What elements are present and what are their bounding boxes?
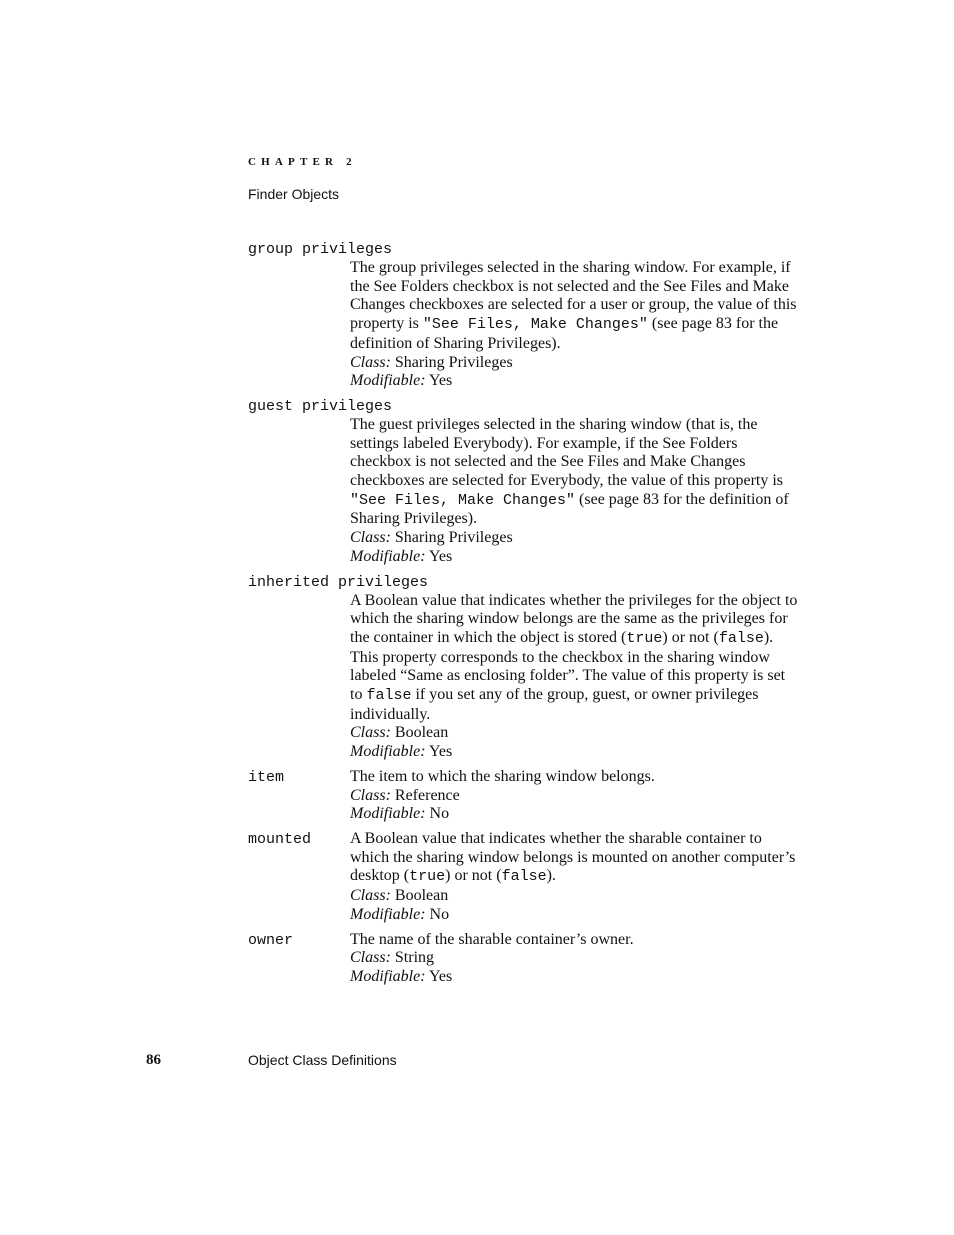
property-entry-group-privileges: [248, 240, 808, 391]
property-term: owner: [248, 931, 294, 949]
desc-text: ) or not (: [445, 867, 502, 885]
modifiable-label: Modifiable:: [350, 743, 426, 761]
property-term: inherited privileges: [248, 573, 429, 591]
property-term: guest privileges: [248, 397, 393, 415]
modifiable-value: No: [429, 905, 450, 923]
class-value: Sharing Privileges: [394, 529, 513, 547]
desc-code: false: [501, 868, 547, 886]
class-value: Sharing Privileges: [394, 353, 513, 371]
desc-text: ).: [546, 867, 556, 885]
class-label: Class:: [350, 353, 391, 371]
desc-text: The group privileges selected in the sharing window. For example, if the See Folders checkbox is not selected and the See Files and Make Changes checkboxes are selected for a user or group, the value of this property is: [350, 259, 797, 333]
class-value: String: [394, 949, 435, 967]
property-term: item: [248, 768, 285, 786]
class-value: Boolean: [394, 724, 449, 742]
modifiable-label: Modifiable:: [350, 967, 426, 985]
class-label: Class:: [350, 724, 391, 742]
class-label: Class:: [350, 949, 391, 967]
property-entry-owner: [248, 931, 808, 987]
property-entry-inherited-privileges: [248, 573, 808, 762]
class-label: Class:: [350, 786, 391, 804]
chapter-label: CHAPTER 2: [248, 156, 357, 168]
desc-text: The name of the sharable container’s owner.: [350, 930, 634, 948]
desc-text: ) or not (: [662, 628, 719, 646]
property-description: [350, 931, 800, 987]
desc-text: The item to which the sharing window belongs.: [350, 767, 655, 785]
class-value: Boolean: [394, 887, 449, 905]
modifiable-value: Yes: [428, 967, 453, 985]
desc-code: false: [366, 687, 412, 705]
modifiable-label: Modifiable:: [350, 547, 426, 565]
modifiable-value: No: [429, 805, 450, 823]
class-label: Class:: [350, 887, 391, 905]
class-label: Class:: [350, 529, 391, 547]
modifiable-value: Yes: [428, 743, 453, 761]
desc-text: if you set any of the group, guest, or owner privileges individually.: [350, 686, 759, 723]
desc-text: A Boolean value that indicates whether the sharable container to which the sharing window belongs is mounted on another computer’s desktop (: [350, 829, 796, 885]
property-description: [350, 592, 800, 762]
property-description: [350, 830, 800, 925]
modifiable-label: Modifiable:: [350, 372, 426, 390]
property-entry-mounted: [248, 830, 808, 925]
property-list: [248, 240, 808, 993]
desc-code: "See Files, Make Changes": [350, 491, 576, 509]
desc-text: A Boolean value that indicates whether the privileges for the object to which the sharing window belongs are the same as the privileges for the container in which the object is stored (: [350, 591, 798, 646]
modifiable-label: Modifiable:: [350, 805, 426, 823]
property-description: [350, 259, 800, 391]
desc-code: true: [626, 629, 663, 647]
desc-text: The guest privileges selected in the sharing window (that is, the settings labeled Everybody). For example, if the See Folders checkbox is not selected and the See Files and Make Changes checkboxes are selected for Everybody, the value of this property is: [350, 415, 784, 490]
property-entry-guest-privileges: [248, 397, 808, 567]
desc-code: "See Files, Make Changes": [422, 316, 648, 334]
desc-text: (see page 83 for the definition of Sharing Privileges).: [350, 315, 779, 352]
property-description: [350, 416, 800, 567]
desc-code: true: [409, 868, 446, 886]
property-entry-item: [248, 768, 808, 824]
property-term: mounted: [248, 830, 312, 848]
property-description: [350, 768, 800, 824]
section-title: Finder Objects: [248, 186, 340, 202]
modifiable-value: Yes: [428, 372, 453, 390]
modifiable-label: Modifiable:: [350, 905, 426, 923]
modifiable-value: Yes: [428, 547, 453, 565]
property-term: group privileges: [248, 241, 393, 258]
page-number: 86: [146, 1052, 161, 1068]
footer-title: Object Class Definitions: [248, 1052, 397, 1068]
desc-text: ). This property corresponds to the checkbox in the sharing window labeled “Same as enclosing folder”. The value of this property is set to: [350, 628, 786, 704]
desc-text: (see page 83 for the definition of Sharing Privileges).: [350, 490, 789, 528]
class-value: Reference: [394, 786, 460, 804]
desc-code: false: [718, 629, 764, 647]
